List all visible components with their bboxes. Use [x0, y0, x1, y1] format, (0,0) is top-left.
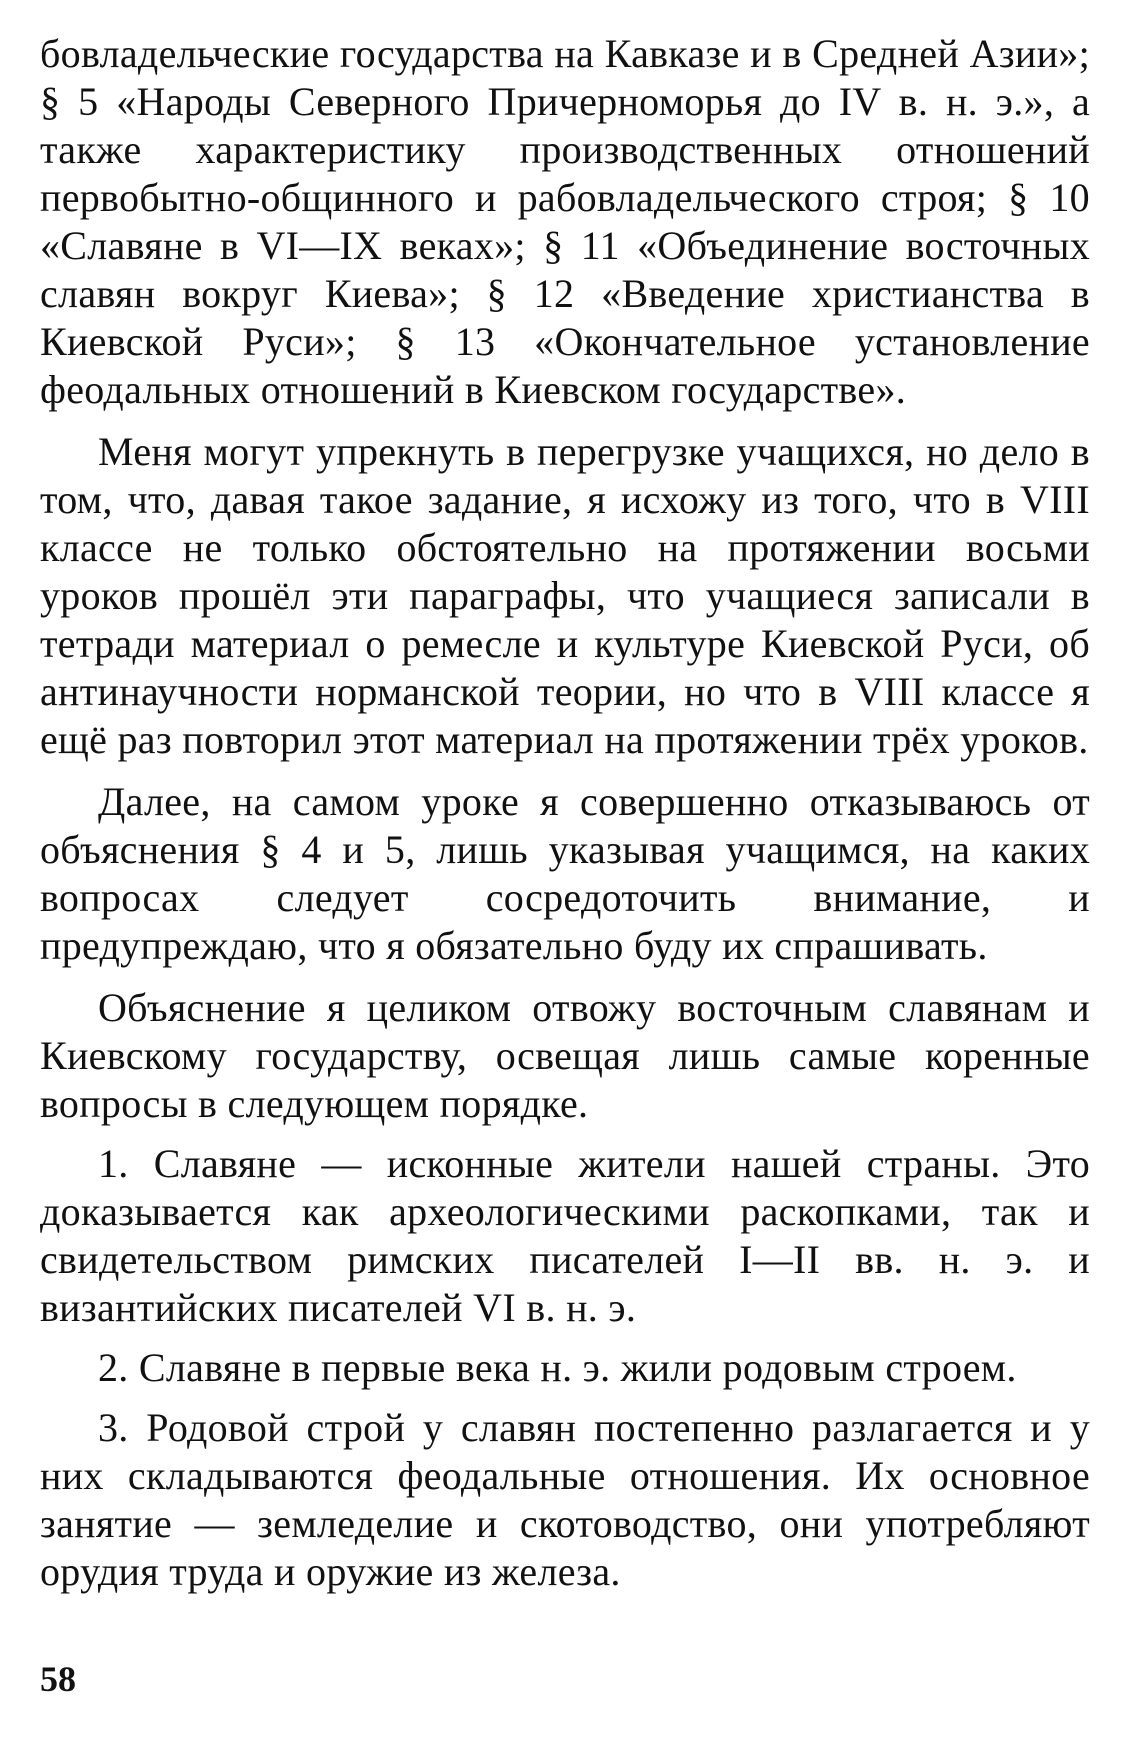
page-number: 58 [40, 1659, 76, 1699]
paragraph-continuation: бовладельческие государства на Кавказе и в Средней Азии»; § 5 «Народы Северного Причерноморья до IV в. н. э.», а также характеристику производственных отношений первобытно-общинного и рабовладельческого строя; § 10 «Славяне в VI—IX веках»; § 11 «Объединение восточных славян вокруг Киева»; § 12 «Введение христианства в Киевской Руси»; § 13 «Окончательное установление феодальных отношений в Киевском государстве». [40, 31, 1090, 412]
paragraph-lesson: Далее, на самом уроке я совершенно отказываюсь от объяснения § 4 и 5, лишь указывая учащимся, на каких вопросах следует сосредоточить внимание, и предупреждаю, что я обязательно буду их спрашивать. [40, 779, 1090, 968]
paragraph-explanation: Объяснение я целиком отвожу восточным славянам и Киевскому государству, освещая лишь самые коренные вопросы в следующем порядке. [40, 985, 1090, 1126]
paragraph-overload: Меня могут упрекнуть в перегрузке учащихся, но дело в том, что, давая такое задание, я исхожу из того, что в VIII классе не только обстоятельно на протяжении восьми уроков прошёл эти параграфы, что учащиеся записали в тетради материал о ремесле и культуре Киевской Руси, об антинаучности норманской теории, но что в VIII классе я ещё раз повторил этот материал на протяжении трёх уроков. [40, 429, 1090, 762]
list-item: 2. Славяне в первые века н. э. жили родовым строем. [98, 1345, 1017, 1390]
page-body [40, 30, 1090, 1596]
list-item: 1. Славяне — исконные жители нашей страны. Это доказывается как археологическими раскопками, так и свидетельством римских писателей I—II вв. н. э. и византийских писателей VI в. н. э. [40, 1141, 1090, 1330]
list-item: 3. Родовой строй у славян постепенно разлагается и у них складываются феодальные отношения. Их основное занятие — земледелие и скотоводство, они употребляют орудия труда и оружие из железа. [40, 1405, 1090, 1594]
